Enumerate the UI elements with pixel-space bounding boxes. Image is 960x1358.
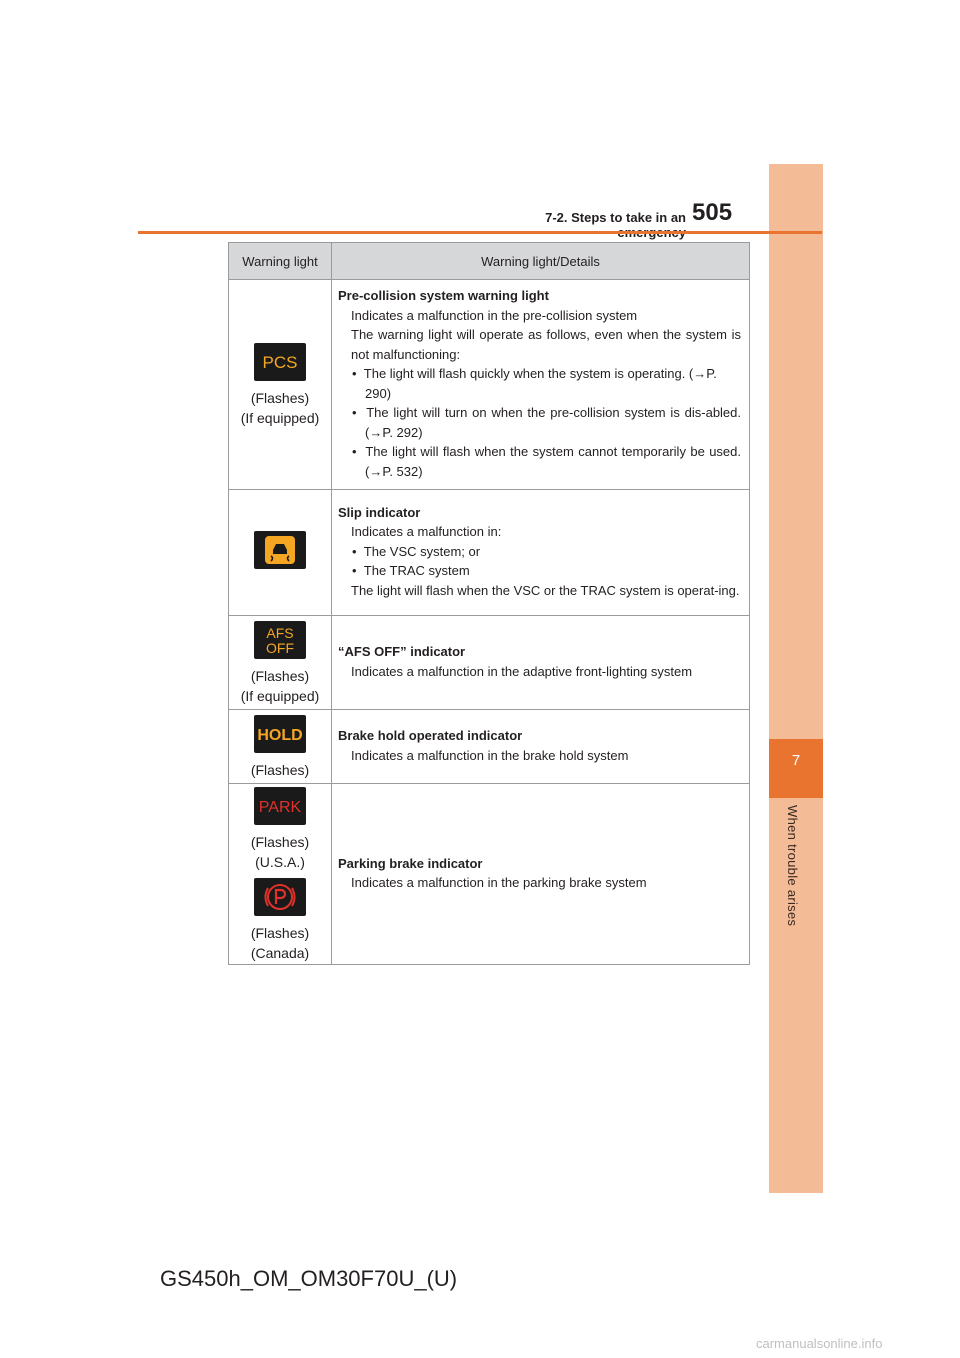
pcs-warning-icon xyxy=(254,343,306,381)
chapter-label: When trouble arises xyxy=(785,805,800,927)
bullet-item: • The TRAC system xyxy=(352,563,470,579)
chapter-number: 7 xyxy=(791,752,801,769)
icon-caption: (U.S.A.) xyxy=(255,854,305,870)
icon-cell xyxy=(229,490,332,616)
bullet-text: The VSC system; or xyxy=(363,543,481,559)
header-rule xyxy=(138,231,822,234)
icon-cell xyxy=(229,784,332,965)
hold-icon-text: HOLD xyxy=(257,727,303,744)
bullet-item: • The light will flash quickly when the system is operating. (→P. 290) xyxy=(352,366,717,401)
detail-line: Indicates a malfunction in the pre-collision system xyxy=(351,307,638,323)
parking-brake-symbol-icon xyxy=(254,878,306,916)
detail-cell xyxy=(332,490,750,616)
icon-cell xyxy=(229,710,332,784)
detail-cell xyxy=(332,280,750,490)
bullet-text: The light will flash when the system cannot temporarily be used. (→P. 532) xyxy=(365,444,742,479)
off-icon-text: OFF xyxy=(266,640,294,656)
bullet-item: • The light will flash when the system cannot temporarily be used. (→P. 532) xyxy=(352,444,742,479)
icon-caption: (If equipped) xyxy=(240,410,320,426)
bullet-text: The TRAC system xyxy=(363,563,470,579)
row-title: Brake hold operated indicator xyxy=(338,728,523,743)
icon-caption: (If equipped) xyxy=(240,688,320,704)
icon-caption: (Flashes) xyxy=(250,925,310,941)
icon-cell xyxy=(229,616,332,710)
detail-cell xyxy=(332,616,750,710)
row-title: “AFS OFF” indicator xyxy=(338,644,466,659)
icon-caption: (Flashes) xyxy=(250,668,310,684)
bullet-text: The light will turn on when the pre-collision system is dis-abled. (→P. 292) xyxy=(365,405,742,440)
detail-cell xyxy=(332,710,750,784)
detail-line: Indicates a malfunction in: xyxy=(351,524,502,540)
detail-line: Indicates a malfunction in the parking brake system xyxy=(351,875,647,890)
column-header-details: Warning light/Details xyxy=(332,243,750,280)
afs-icon-text: AFS xyxy=(266,625,294,641)
side-band xyxy=(769,164,823,1193)
table-row xyxy=(229,710,750,784)
detail-line: Indicates a malfunction in the adaptive front-lighting system xyxy=(351,663,693,679)
warning-light-table xyxy=(228,242,750,965)
row-title: Parking brake indicator xyxy=(338,855,483,871)
row-title: Pre-collision system warning light xyxy=(338,288,549,303)
detail-line: The warning light will operate as follows, even when the system is not malfunctioning: xyxy=(351,327,741,362)
table-row xyxy=(229,490,750,616)
park-brake-icon xyxy=(254,787,306,825)
icon-caption: (Flashes) xyxy=(250,762,310,778)
column-header-warning-light: Warning light xyxy=(229,243,332,280)
table-row xyxy=(229,784,750,965)
icon-caption: (Flashes) xyxy=(250,390,310,406)
park-icon-text: PARK xyxy=(258,799,302,816)
detail-note: The light will flash when the VSC or the TRAC system is operat-ing. xyxy=(351,582,740,598)
detail-cell xyxy=(332,784,750,965)
afs-off-icon xyxy=(254,621,306,659)
detail-line: Indicates a malfunction in the brake hold system xyxy=(351,747,629,763)
row-title: Slip indicator xyxy=(338,504,421,520)
watermark-link[interactable]: carmanualsonline.info xyxy=(756,1336,883,1351)
bullet-item: • The light will turn on when the pre-collision system is dis-abled. (→P. 292) xyxy=(352,405,742,440)
icon-caption: (Flashes) xyxy=(250,834,310,850)
bullet-item: • The VSC system; or xyxy=(352,543,481,559)
header-section-title: 7-2. Steps to take in an xyxy=(545,210,686,225)
brake-hold-icon xyxy=(254,715,306,753)
page-number: 505 xyxy=(692,199,733,226)
table-row xyxy=(229,616,750,710)
document-code: GS450h_OM_OM30F70U_(U) xyxy=(160,1266,458,1291)
table-header-row xyxy=(229,243,750,280)
pcs-icon-text: PCS xyxy=(262,353,298,372)
table-row xyxy=(229,280,750,490)
icon-caption: (Canada) xyxy=(250,945,310,961)
icon-cell xyxy=(229,280,332,490)
slip-indicator-icon xyxy=(254,531,306,569)
bullet-text: The light will flash quickly when the system is operating. (→P. 290) xyxy=(363,366,717,401)
